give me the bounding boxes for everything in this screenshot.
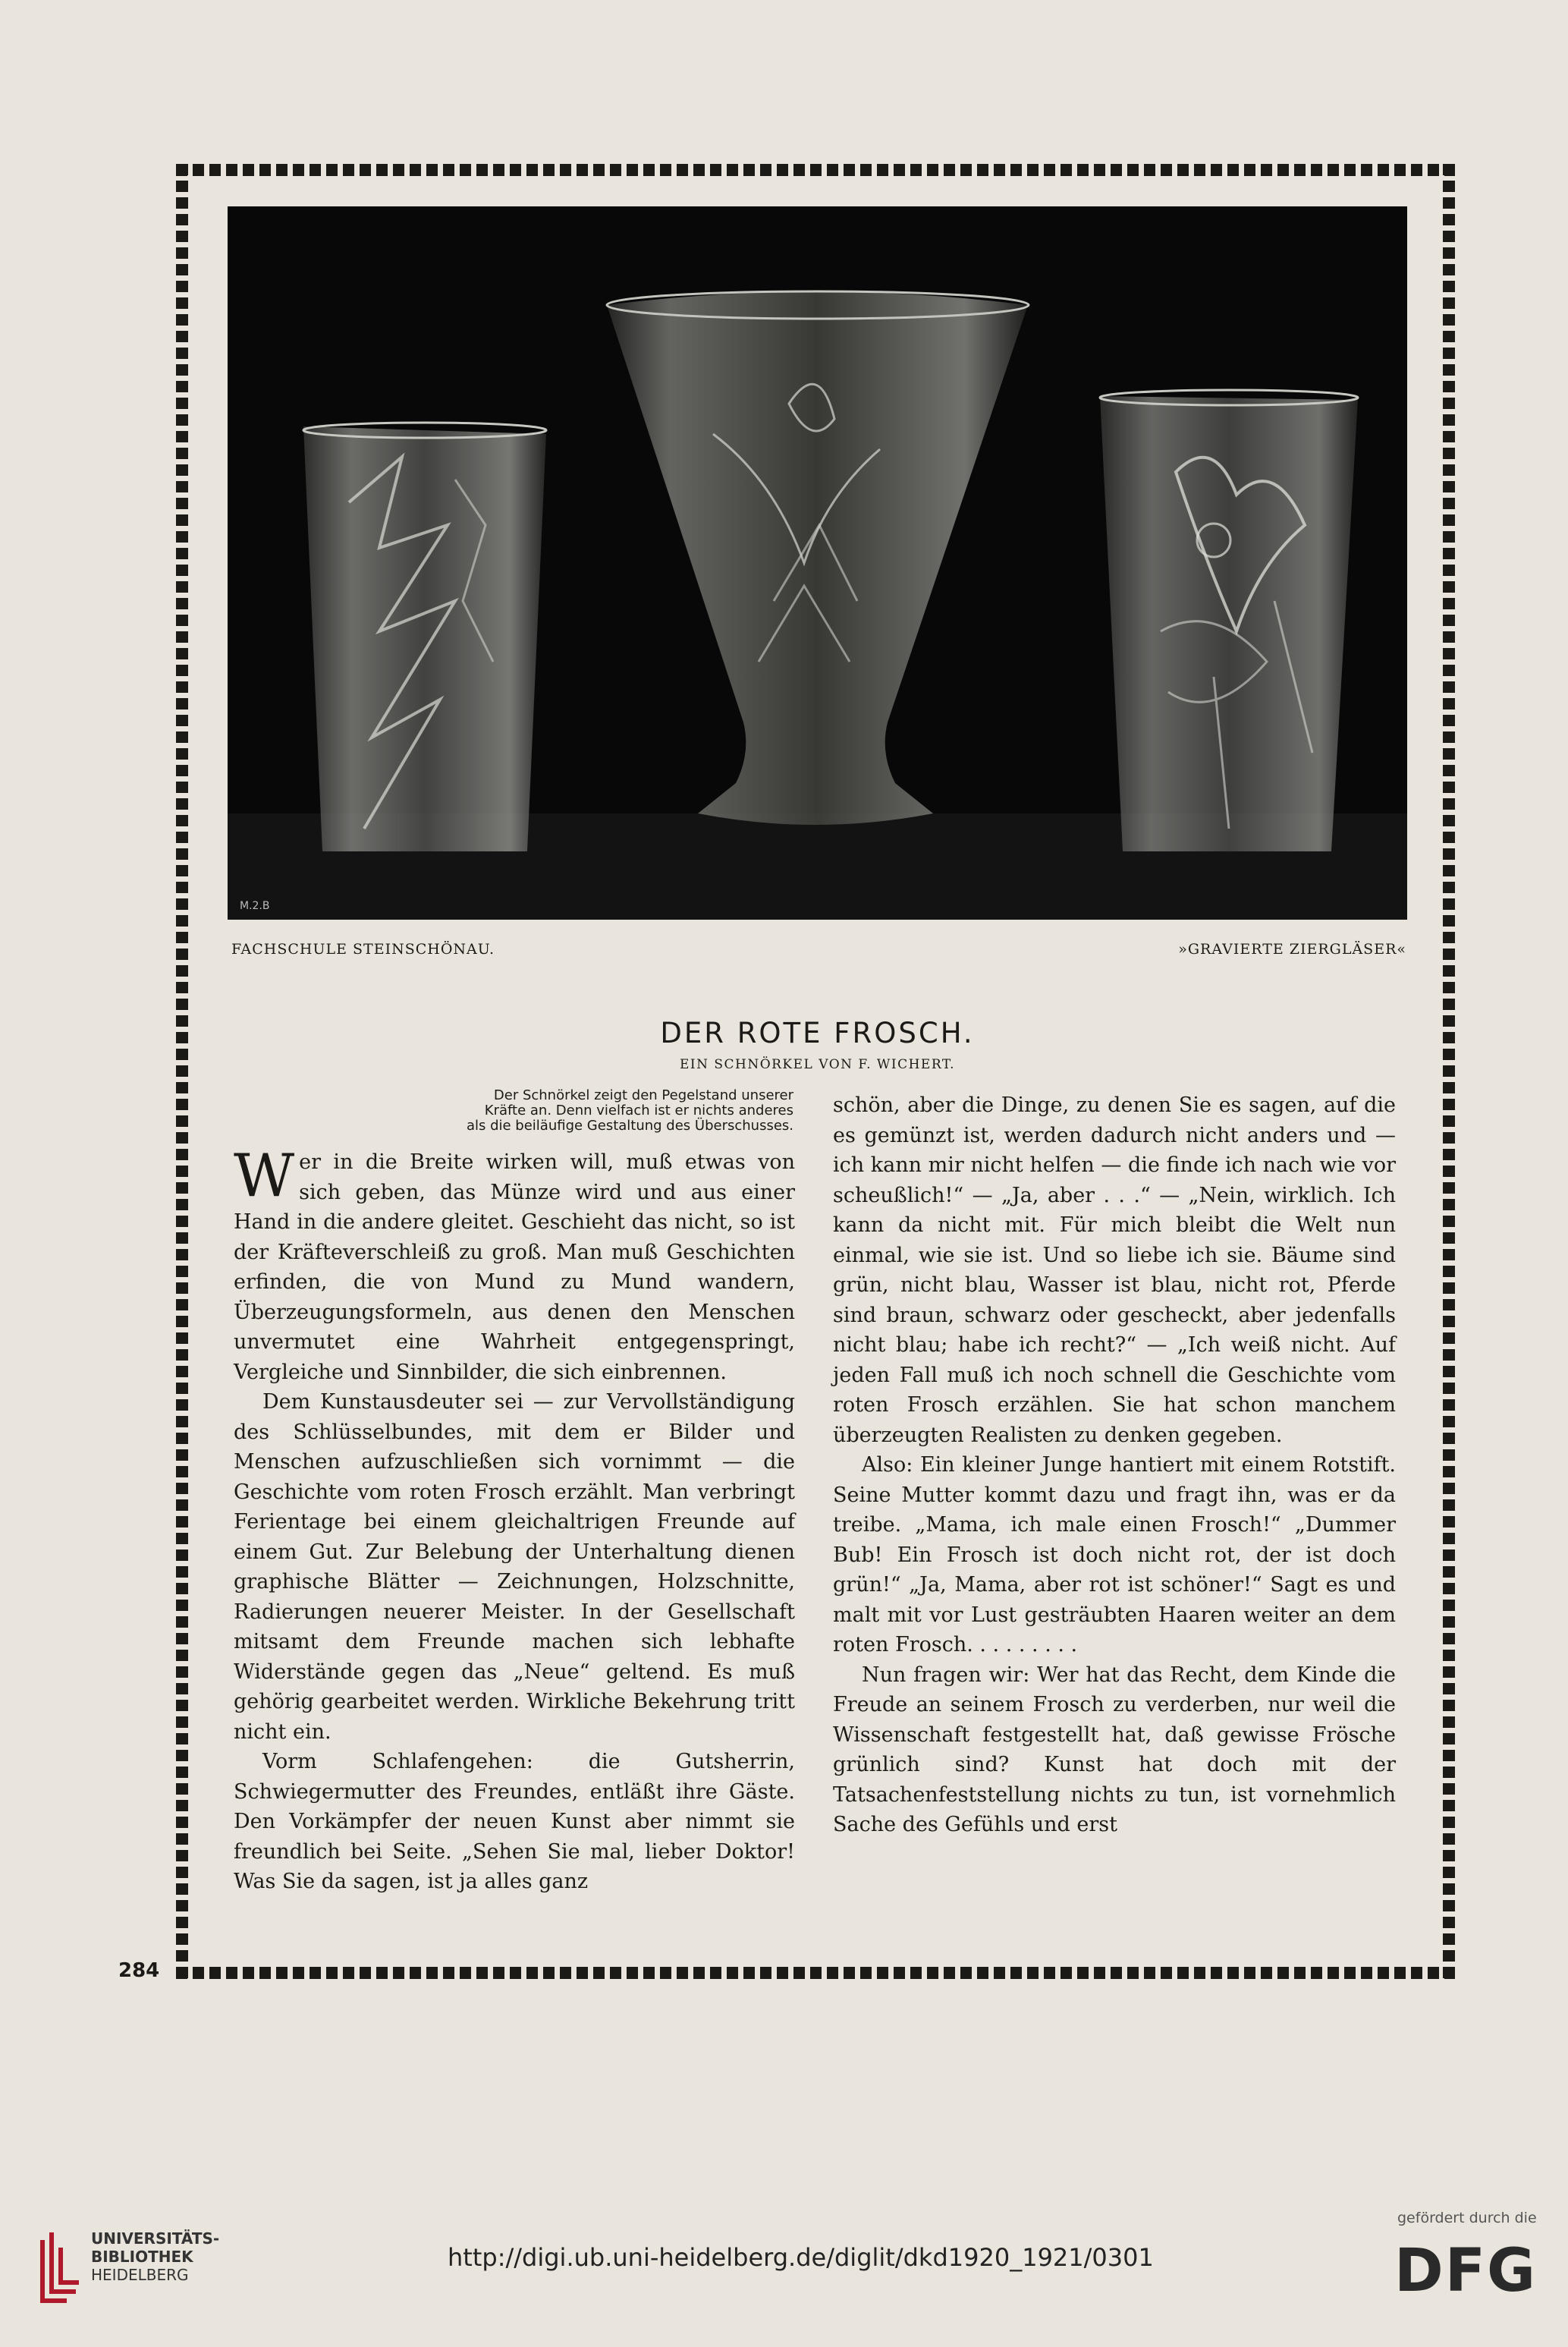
text-column-left	[234, 1142, 795, 1897]
article-title: DER ROTE FROSCH.	[660, 1017, 975, 1049]
source-url[interactable]: http://digi.ub.uni-heidelberg.de/diglit/dkd1920_1921/0301	[448, 2243, 1154, 2272]
glass-left	[303, 426, 546, 851]
paragraph	[234, 1142, 795, 1387]
funder-logo: DFG	[1394, 2237, 1538, 2305]
caption-right: »GRAVIERTE ZIERGLÄSER«	[1178, 941, 1406, 958]
border-left	[176, 164, 188, 1979]
photo-glasses	[228, 206, 1407, 920]
epigraph-line: als die beiläufige Gestaltung des Überschusses.	[466, 1118, 793, 1134]
paragraph: Vorm Schlafengehen: die Gutsherrin, Schwiegermutter des Freundes, entläßt ihre Gäste. Den Vorkämpfer der neuen Kunst aber nimmt sie freundlich bei Seite. „Sehen Sie mal, lieber Doktor! Was Sie da sagen, ist ja alles ganz	[234, 1750, 795, 1893]
border-bottom	[176, 1967, 1455, 1979]
library-logo-icon	[36, 2225, 83, 2316]
paragraph-text: er in die Breite wirken will, muß etwas von sich geben, das Münze wird und aus einer Hand in die andere gleitet. Geschieht das nicht, so ist der Kräfteverschleiß zu groß. Man muß Geschichten erfinden, die von Mund zu Mund wandern, Überzeugungsformeln, aus denen den Menschen unvermutet eine Wahrheit entgegenspringt, Vergleiche und Sinnbilder, die sich einbrennen.	[234, 1150, 795, 1384]
paragraph: Nun fragen wir: Wer hat das Recht, dem Kinde die Freude an seinem Frosch zu verderben, nur weil die Wissenschaft festgestellt hat, daß gewisse Frösche grünlich sind? Kunst hat doch mit der Tatsachenfeststellung nichts zu tun, ist vornehmlich Sache des Gefühls und erst	[833, 1663, 1396, 1836]
epigraph	[341, 1088, 793, 1134]
epigraph-line: Kräfte an. Denn vielfach ist er nichts anderes	[484, 1103, 793, 1118]
page-number: 284	[118, 1959, 160, 1982]
article-subtitle: EIN SCHNÖRKEL VON F. WICHERT.	[679, 1057, 956, 1072]
caption-left: FACHSCHULE STEINSCHÖNAU.	[231, 941, 495, 958]
glasses-illustration	[228, 206, 1407, 920]
epigraph-line: Der Schnörkel zeigt den Pegelstand unserer	[493, 1087, 793, 1103]
library-line: BIBLIOTHEK	[91, 2248, 193, 2266]
text-column-right	[833, 1090, 1396, 1840]
paragraph: Dem Kunstausdeuter sei — zur Vervollständigung des Schlüsselbundes, mit dem er Bilder und Menschen aufzuschließen sich vornimmt — die Geschichte vom roten Frosch erzählt. Man verbringt Ferientage bei einem gleichaltrigen Freunde auf einem Gut. Zur Belebung der Unterhaltung dienen graphische Blätter — Zeichnungen, Holzschnitte, Radierungen neuerer Meister. In der Gesellschaft mitsamt dem Freunde machen sich lebhafte Widerstände gegen das „Neue“ geltend. Es muß gehörig gearbeitet werden. Wirkliche Bekehrung tritt nicht ein.	[234, 1390, 795, 1744]
drop-cap: W	[234, 1142, 295, 1210]
funding-note: gefördert durch die	[1397, 2210, 1537, 2226]
photo-mark: M.2.B	[240, 900, 270, 912]
border-top	[176, 164, 1455, 176]
library-line: UNIVERSITÄTS-	[91, 2229, 220, 2248]
glass-right	[1100, 396, 1358, 851]
library-line: HEIDELBERG	[91, 2266, 189, 2284]
library-name	[91, 2229, 219, 2284]
border-right	[1443, 164, 1455, 1979]
paragraph: Also: Ein kleiner Junge hantiert mit einem Rotstift. Seine Mutter kommt dazu und fragt ihn, was er da treibe. „Mama, ich male einen Frosch!“ „Dummer Bub! Ein Frosch ist doch nicht rot, der ist doch grün!“ „Ja, Mama, aber rot ist schöner!“ Sagt es und malt mit vor Lust gesträubten Haaren weiter an dem roten Frosch. . . . . . . . .	[833, 1453, 1396, 1656]
paragraph: schön, aber die Dinge, zu denen Sie es sagen, auf die es gemünzt ist, werden dadurch nicht anders und — ich kann mir nicht helfen — die finde ich nach wie vor scheußlich!“ — „Ja, aber . . .“ — „Nein, wirklich. Ich kann da nicht mit. Für mich bleibt die Welt nun einmal, wie sie ist. Und so liebe ich sie. Bäume sind grün, nicht blau, Wasser ist blau, nicht rot, Pferde sind braun, schwarz oder gescheckt, aber jedenfalls nicht blau; habe ich recht?“ — „Ich weiß nicht. Auf jeden Fall muß ich noch schnell die Geschichte vom roten Frosch erzählen. Sie hat schon manchem überzeugten Realisten zu denken gegeben.	[833, 1093, 1396, 1447]
